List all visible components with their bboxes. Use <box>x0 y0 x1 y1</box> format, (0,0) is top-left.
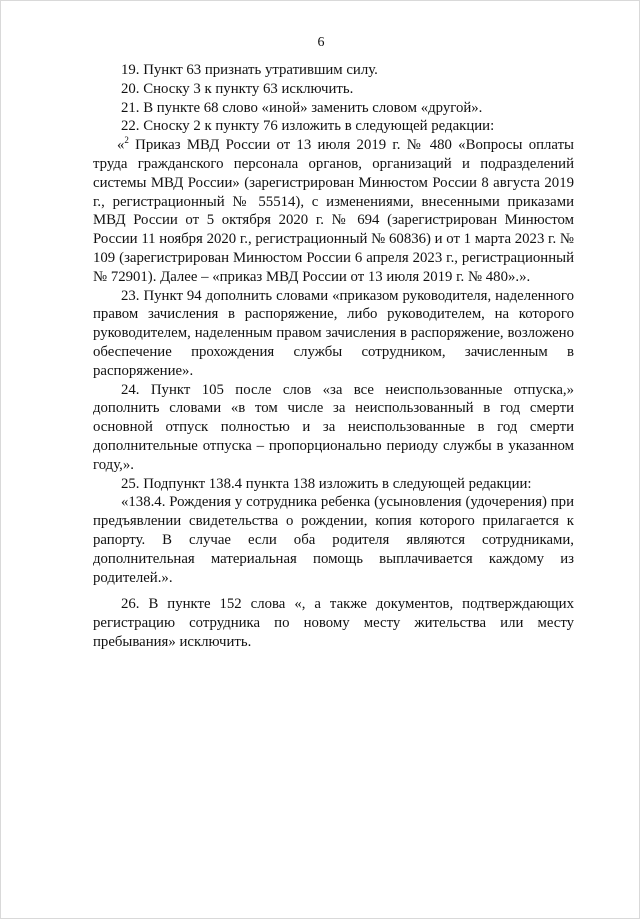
paragraph-21: 21. В пункте 68 слово «иной» заменить словом «другой». <box>121 99 483 116</box>
paragraph-20: 20. Сноску 3 к пункту 63 исключить. <box>121 80 354 97</box>
paragraph-gap <box>93 587 574 595</box>
paragraph-24: 24. Пункт 105 после слов «за все неиспользованные отпуска,» дополнить словами «в том числе за неиспользованный в год смерти основной отпуск полностью и за неиспользованные в год смерти дополнительные отпуска – пропорционально периоду службы в указанном году,». <box>93 381 574 473</box>
footnote-superscript: 2 <box>124 135 129 146</box>
document-body <box>93 61 574 652</box>
paragraph-25: 25. Подпункт 138.4 пункта 138 изложить в следующей редакции: <box>121 475 532 492</box>
paragraph-19: 19. Пункт 63 признать утратившим силу. <box>121 62 378 78</box>
paragraph-22: 22. Сноску 2 к пункту 76 изложить в следующей редакции: <box>121 118 495 135</box>
page-number: 6 <box>317 35 325 50</box>
footnote-quote <box>93 136 574 286</box>
paragraph-26: 26. В пункте 152 слова «, а также документов, подтверждающих регистрацию сотрудника по новому месту жительства или месту пребывания» исключить. <box>93 596 574 650</box>
quote-open-mark: « <box>117 137 125 154</box>
paragraph-25-quote: «138.4. Рождения у сотрудника ребенка (усыновления (удочерения) при предъявлении свидетельства о рождении, копия которого прилагается к рапорту. В случае если оба родителя являются сотрудниками, дополнительная материальная помощь выплачивается каждому из родителей.». <box>93 494 574 586</box>
footnote-quote-text: Приказ МВД России от 13 июля 2019 г. № 480 «Вопросы оплаты труда гражданского персонала органов, организаций и подразделений системы МВД России» (зарегистрирован Минюстом России 8 августа 2019 г., регистрационный № 55514), с изменениями, внесенными приказами МВД России от 5 октября 2020 г. № 694 (зарегистрирован Минюстом России 11 ноября 2020 г., регистрационный № 60836) и от 1 марта 2023 г. № 109 (зарегистрирован Минюстом России 6 апреля 2023 г., регистрационный № 72901). Далее – «приказ МВД России от 13 июля 2019 г. № 480».». <box>93 137 574 285</box>
paragraph-23: 23. Пункт 94 дополнить словами «приказом руководителя, наделенного правом зачисления в распоряжение, либо руководителем, на которого руководителем, наделенным правом зачисления в распоряжение, возложено обеспечение прохождения службы сотрудником, зачисленным в распоряжение». <box>93 287 574 379</box>
